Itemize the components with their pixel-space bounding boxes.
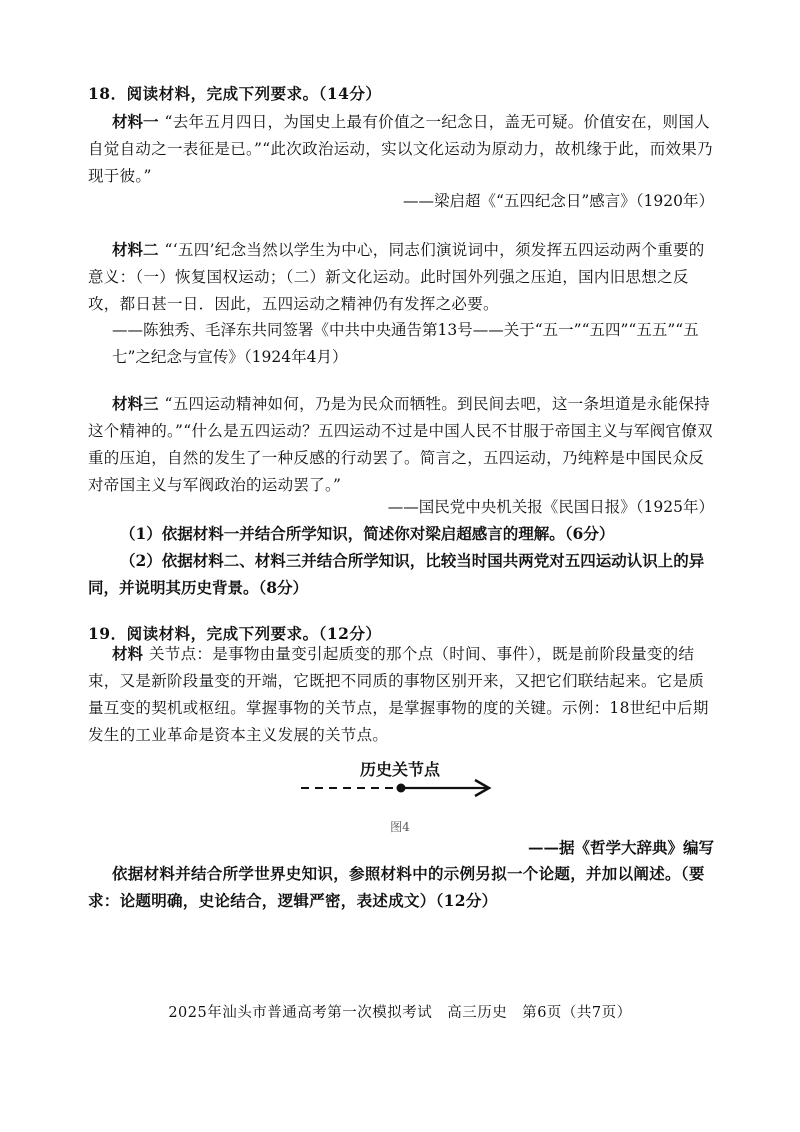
- q19-task: [88, 860, 718, 914]
- q18-material-3-source: ——国民党中央机关报《民国日报》（1925年）: [387, 498, 714, 516]
- q18-material-2-text: “‘五四’纪念当然以学生为中心，同志们演说词中，须发挥五四运动两个重要的意义：（一）恢复国权运动；（二）新文化运动。此时国外列强之压迫，国内旧思想之反攻，都日甚一日．因此，五四运动之精神仍有发挥之必要。: [88, 241, 705, 313]
- q18-subquestion-2: [88, 547, 718, 601]
- q18-material-1-label: 材料一: [112, 112, 159, 131]
- q18-subquestion-1: [88, 520, 718, 547]
- q18-subquestion-2-text: （2）依据材料二、材料三并结合所学知识，比较当时国共两党对五四运动认识上的异同，并说明其历史背景。（8分）: [88, 551, 705, 597]
- q18-material-3-text: “五四运动精神如何，乃是为民众而牺牲。到民间去吧，这一条坦道是永能保持这个精神的。”“什么是五四运动？五四运动不过是中国人民不甘服于帝国主义与军阀官僚双重的压迫，自然的发生了一种反感的行动罢了。简言之，五四运动，乃纯粹是中国民众反对帝国主义与军阀政治的运动罢了。”: [88, 395, 713, 494]
- q18-subquestion-1-text: （1）依据材料一并结合所学知识，简述你对梁启超感言的理解。（6分）: [120, 524, 615, 543]
- q19-heading: 19．阅读材料，完成下列要求。（12分）: [88, 624, 382, 643]
- q18-material-2: [88, 236, 718, 318]
- q18-material-3-label: 材料三: [112, 394, 159, 413]
- q19-task-text: 依据材料并结合所学世界史知识，参照材料中的示例另拟一个论题，并加以阐述。（要求：论题明确，史论结合，逻辑严密，表述成文）（12分）: [88, 864, 705, 910]
- q19-source: ——据《哲学大辞典》编写: [527, 838, 714, 857]
- page-footer: 2025年汕头市普通高考第一次模拟考试 高三历史 第6页（共7页）: [168, 1005, 632, 1021]
- figure-caption: 图4: [390, 820, 410, 834]
- turning-point-dot: [397, 784, 406, 793]
- q18-material-2-label: 材料二: [112, 240, 159, 259]
- q18-material-1-source: ——梁启超《“五四纪念日”感言》（1920年）: [402, 192, 714, 210]
- q19-material-label: 材料: [112, 644, 144, 663]
- q18-material-1-text: “去年五月四日，为国史上最有价值之一纪念日，盖无可疑。价值安在，则国人自觉自动之一表征是已。”“此次政治运动，实以文化运动为原动力，故机缘于此，而效果乃现于彼。”: [88, 113, 713, 185]
- q19-material-text: 关节点：是事物由量变引起质变的那个点（时间、事件），既是前阶段量变的结束，又是新阶段量变的开端，它既把不同质的事物区别开来，又把它们联结起来。它是质量互变的契机或枢纽。掌握事物的关节点，是掌握事物的度的关键。示例：18世纪中后期发生的工业革命是资本主义发展的关节点。: [88, 645, 709, 744]
- q19-material: [88, 640, 718, 749]
- q18-material-3: [88, 390, 718, 499]
- diagram-title: 历史关节点: [359, 760, 440, 779]
- q18-heading: 18．阅读材料，完成下列要求。（14分）: [88, 84, 382, 103]
- q18-material-2-source: ——陈独秀、毛泽东共同签署《中共中央通告第13号——关于“五一”“五四”“五五”“五七”之纪念与宣传》（1924年4月）: [112, 321, 699, 366]
- q18-material-1: [88, 108, 718, 190]
- turning-point-diagram: [295, 776, 505, 800]
